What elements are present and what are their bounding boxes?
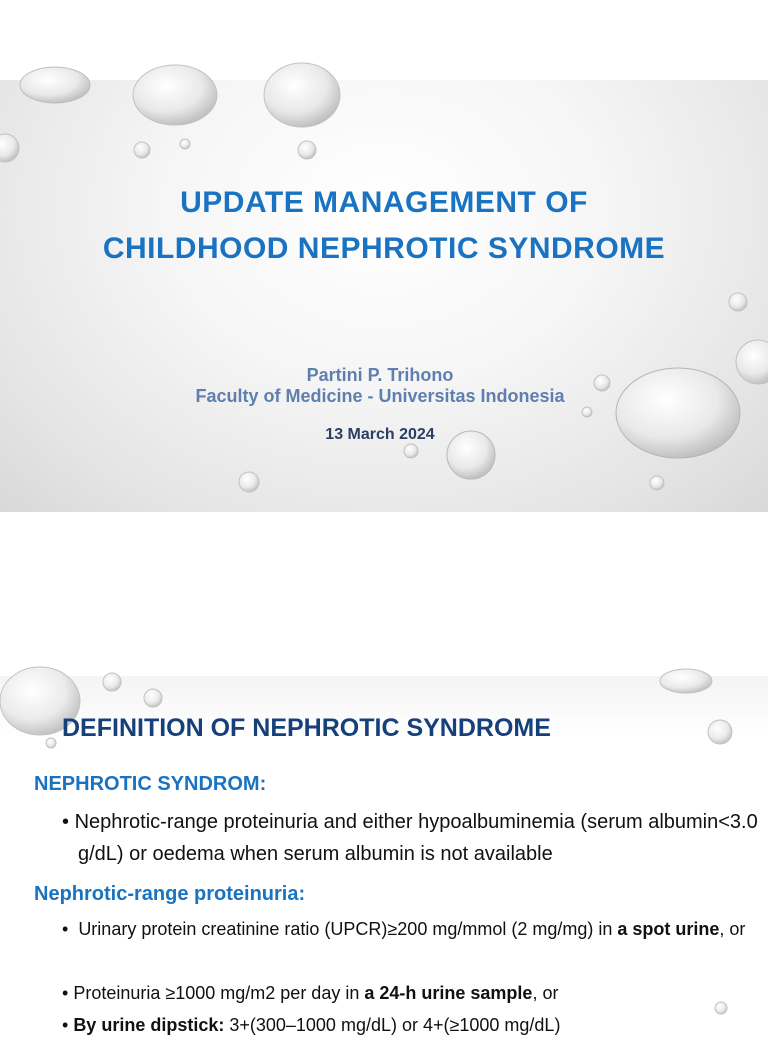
- definition-slide: [0, 676, 768, 1035]
- water-drops-decoration: [0, 80, 768, 512]
- bullet-upcr: • Urinary protein creatinine ratio (UPCR)≥200 mg/mmol (2 mg/mg) in a spot urine, or: [62, 919, 746, 939]
- bullet-24h: • Proteinuria ≥1000 mg/m2 per day in a 24-h urine sample, or: [62, 983, 559, 1003]
- bullet-definition-text: Nephrotic-range proteinuria and either hypoalbuminemia (serum albumin<3.0 g/dL) or oedema when serum albumin is not available: [74, 811, 758, 865]
- section-label-nephrotic-syndrom: NEPHROTIC SYNDROM:: [34, 773, 267, 795]
- slide-heading: DEFINITION OF NEPHROTIC SYNDROME: [62, 714, 551, 742]
- author-name: Partini P. Trihono: [306, 365, 454, 385]
- presentation-date: 13 March 2024: [325, 426, 435, 443]
- bullet-dipstick-text: 3+(300–1000 mg/dL) or 4+(≥1000 mg/dL): [224, 1015, 561, 1035]
- title-line-1: UPDATE MANAGEMENT OF: [180, 186, 588, 219]
- bullet-24h-bold: a 24-h urine sample: [364, 983, 533, 1003]
- bullet-upcr-suffix: , or: [719, 919, 746, 939]
- presentation-title: [0, 180, 768, 272]
- title-slide: [0, 80, 768, 512]
- author-block: [0, 365, 760, 407]
- bullet-upcr-bold: a spot urine: [617, 919, 720, 939]
- bullet-dipstick: • By urine dipstick: 3+(300–1000 mg/dL) or 4+(≥1000 mg/dL): [62, 1015, 561, 1035]
- bullet-definition: • Nephrotic-range proteinuria and either hypoalbuminemia (serum albumin<3.0 g/dL) or oedema when serum albumin is not available: [62, 811, 758, 865]
- bullet-24h-suffix: , or: [532, 983, 559, 1003]
- bullet-24h-text: Proteinuria ≥1000 mg/m2 per day in: [73, 983, 365, 1003]
- section-label-proteinuria: Nephrotic-range proteinuria:: [34, 883, 306, 905]
- author-affiliation: Faculty of Medicine - Universitas Indonesia: [195, 386, 565, 406]
- title-line-2: CHILDHOOD NEPHROTIC SYNDROME: [102, 232, 666, 265]
- bullet-upcr-text: Urinary protein creatinine ratio (UPCR)≥200 mg/mmol (2 mg/mg) in: [78, 919, 618, 939]
- bullet-dipstick-bold: By urine dipstick:: [73, 1015, 225, 1035]
